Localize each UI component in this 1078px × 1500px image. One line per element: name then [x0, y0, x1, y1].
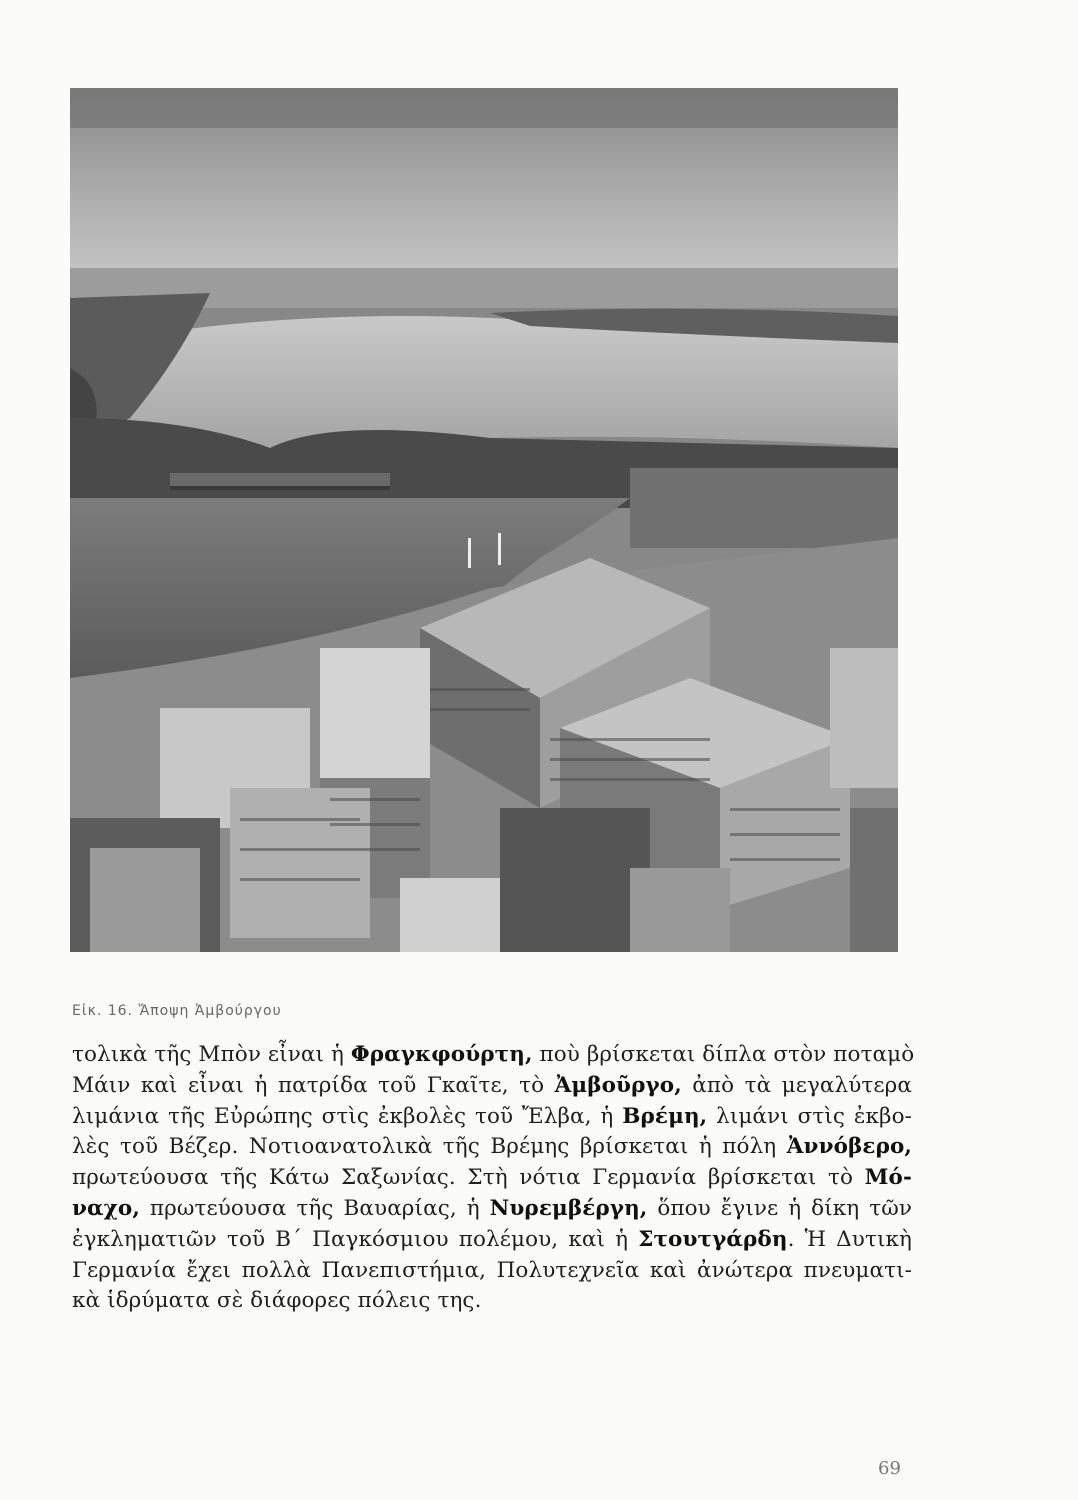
- text-line: [72, 1194, 912, 1225]
- text-run: Γερμανία ἔχει πολλὰ Πανεπιστήμια, Πολυτεχνεῖα καὶ ἀνώτερα πνευματι-: [72, 1257, 912, 1283]
- body-paragraph: [72, 1040, 915, 1317]
- text-line: [72, 1102, 912, 1133]
- text-run: λιμάνι στὶς ἐκβο-: [707, 1103, 912, 1129]
- text-run: ποὺ βρίσκεται δίπλα στὸν ποταμὸ: [532, 1042, 915, 1067]
- bold-place-name: Βρέμη,: [622, 1103, 708, 1129]
- bold-place-name: Ἀννόβερο,: [786, 1134, 912, 1160]
- text-line: [72, 1256, 912, 1287]
- bold-place-name: Στουτγάρδη: [638, 1226, 788, 1252]
- text-run: ὅπου ἔγινε ἡ δίκη τῶν: [647, 1195, 913, 1221]
- aerial-photo: [70, 88, 898, 952]
- text-line: [72, 1071, 912, 1102]
- text-run: Μάιν καὶ εἶναι ἡ πατρίδα τοῦ Γκαῖτε, τὸ: [72, 1072, 555, 1098]
- text-run: τολικὰ τῆς Μπὸν εἶναι ἡ: [72, 1042, 351, 1067]
- text-run: λὲς τοῦ Βέζερ. Νοτιοανατολικὰ τῆς Βρέμης βρίσκεται ἡ πόλη: [72, 1134, 787, 1160]
- figure-caption: Εἰκ. 16. Ἄποψη Ἀμβούργου: [72, 1003, 282, 1019]
- bold-place-name: ναχο,: [72, 1195, 140, 1221]
- text-run: ἀπὸ τὰ μεγαλύτερα: [681, 1072, 912, 1098]
- aerial-city-image: [70, 88, 898, 952]
- text-line: [72, 1286, 912, 1317]
- bold-place-name: Νυρεμβέργη,: [489, 1195, 648, 1221]
- text-run: πρωτεύουσα τῆς Κάτω Σαξωνίας. Στὴ νότια Γερμανία βρίσκεται τὸ: [72, 1165, 865, 1191]
- text-run: κὰ ἱδρύματα σὲ διάφορες πόλεις της.: [72, 1288, 482, 1314]
- bold-place-name: Μό-: [864, 1165, 912, 1191]
- bold-place-name: Φραγκφούρτη,: [350, 1042, 533, 1067]
- text-line: [72, 1132, 912, 1163]
- text-run: λιμάνια τῆς Εὐρώπης στὶς ἐκβολὲς τοῦ Ἔλβα, ἡ: [72, 1103, 623, 1129]
- text-run: . Ἡ Δυτικὴ: [787, 1226, 912, 1252]
- text-line: [72, 1163, 912, 1194]
- text-line: [72, 1225, 912, 1256]
- text-run: ἐγκληματιῶν τοῦ Β΄ Παγκόσμιου πολέμου, καὶ ἡ: [72, 1226, 639, 1252]
- text-run: πρωτεύουσα τῆς Βαυαρίας, ἡ: [139, 1195, 490, 1221]
- text-line: [72, 1040, 915, 1071]
- page-number: 69: [878, 1458, 901, 1479]
- bold-place-name: Ἀμβοῦργο,: [554, 1072, 682, 1098]
